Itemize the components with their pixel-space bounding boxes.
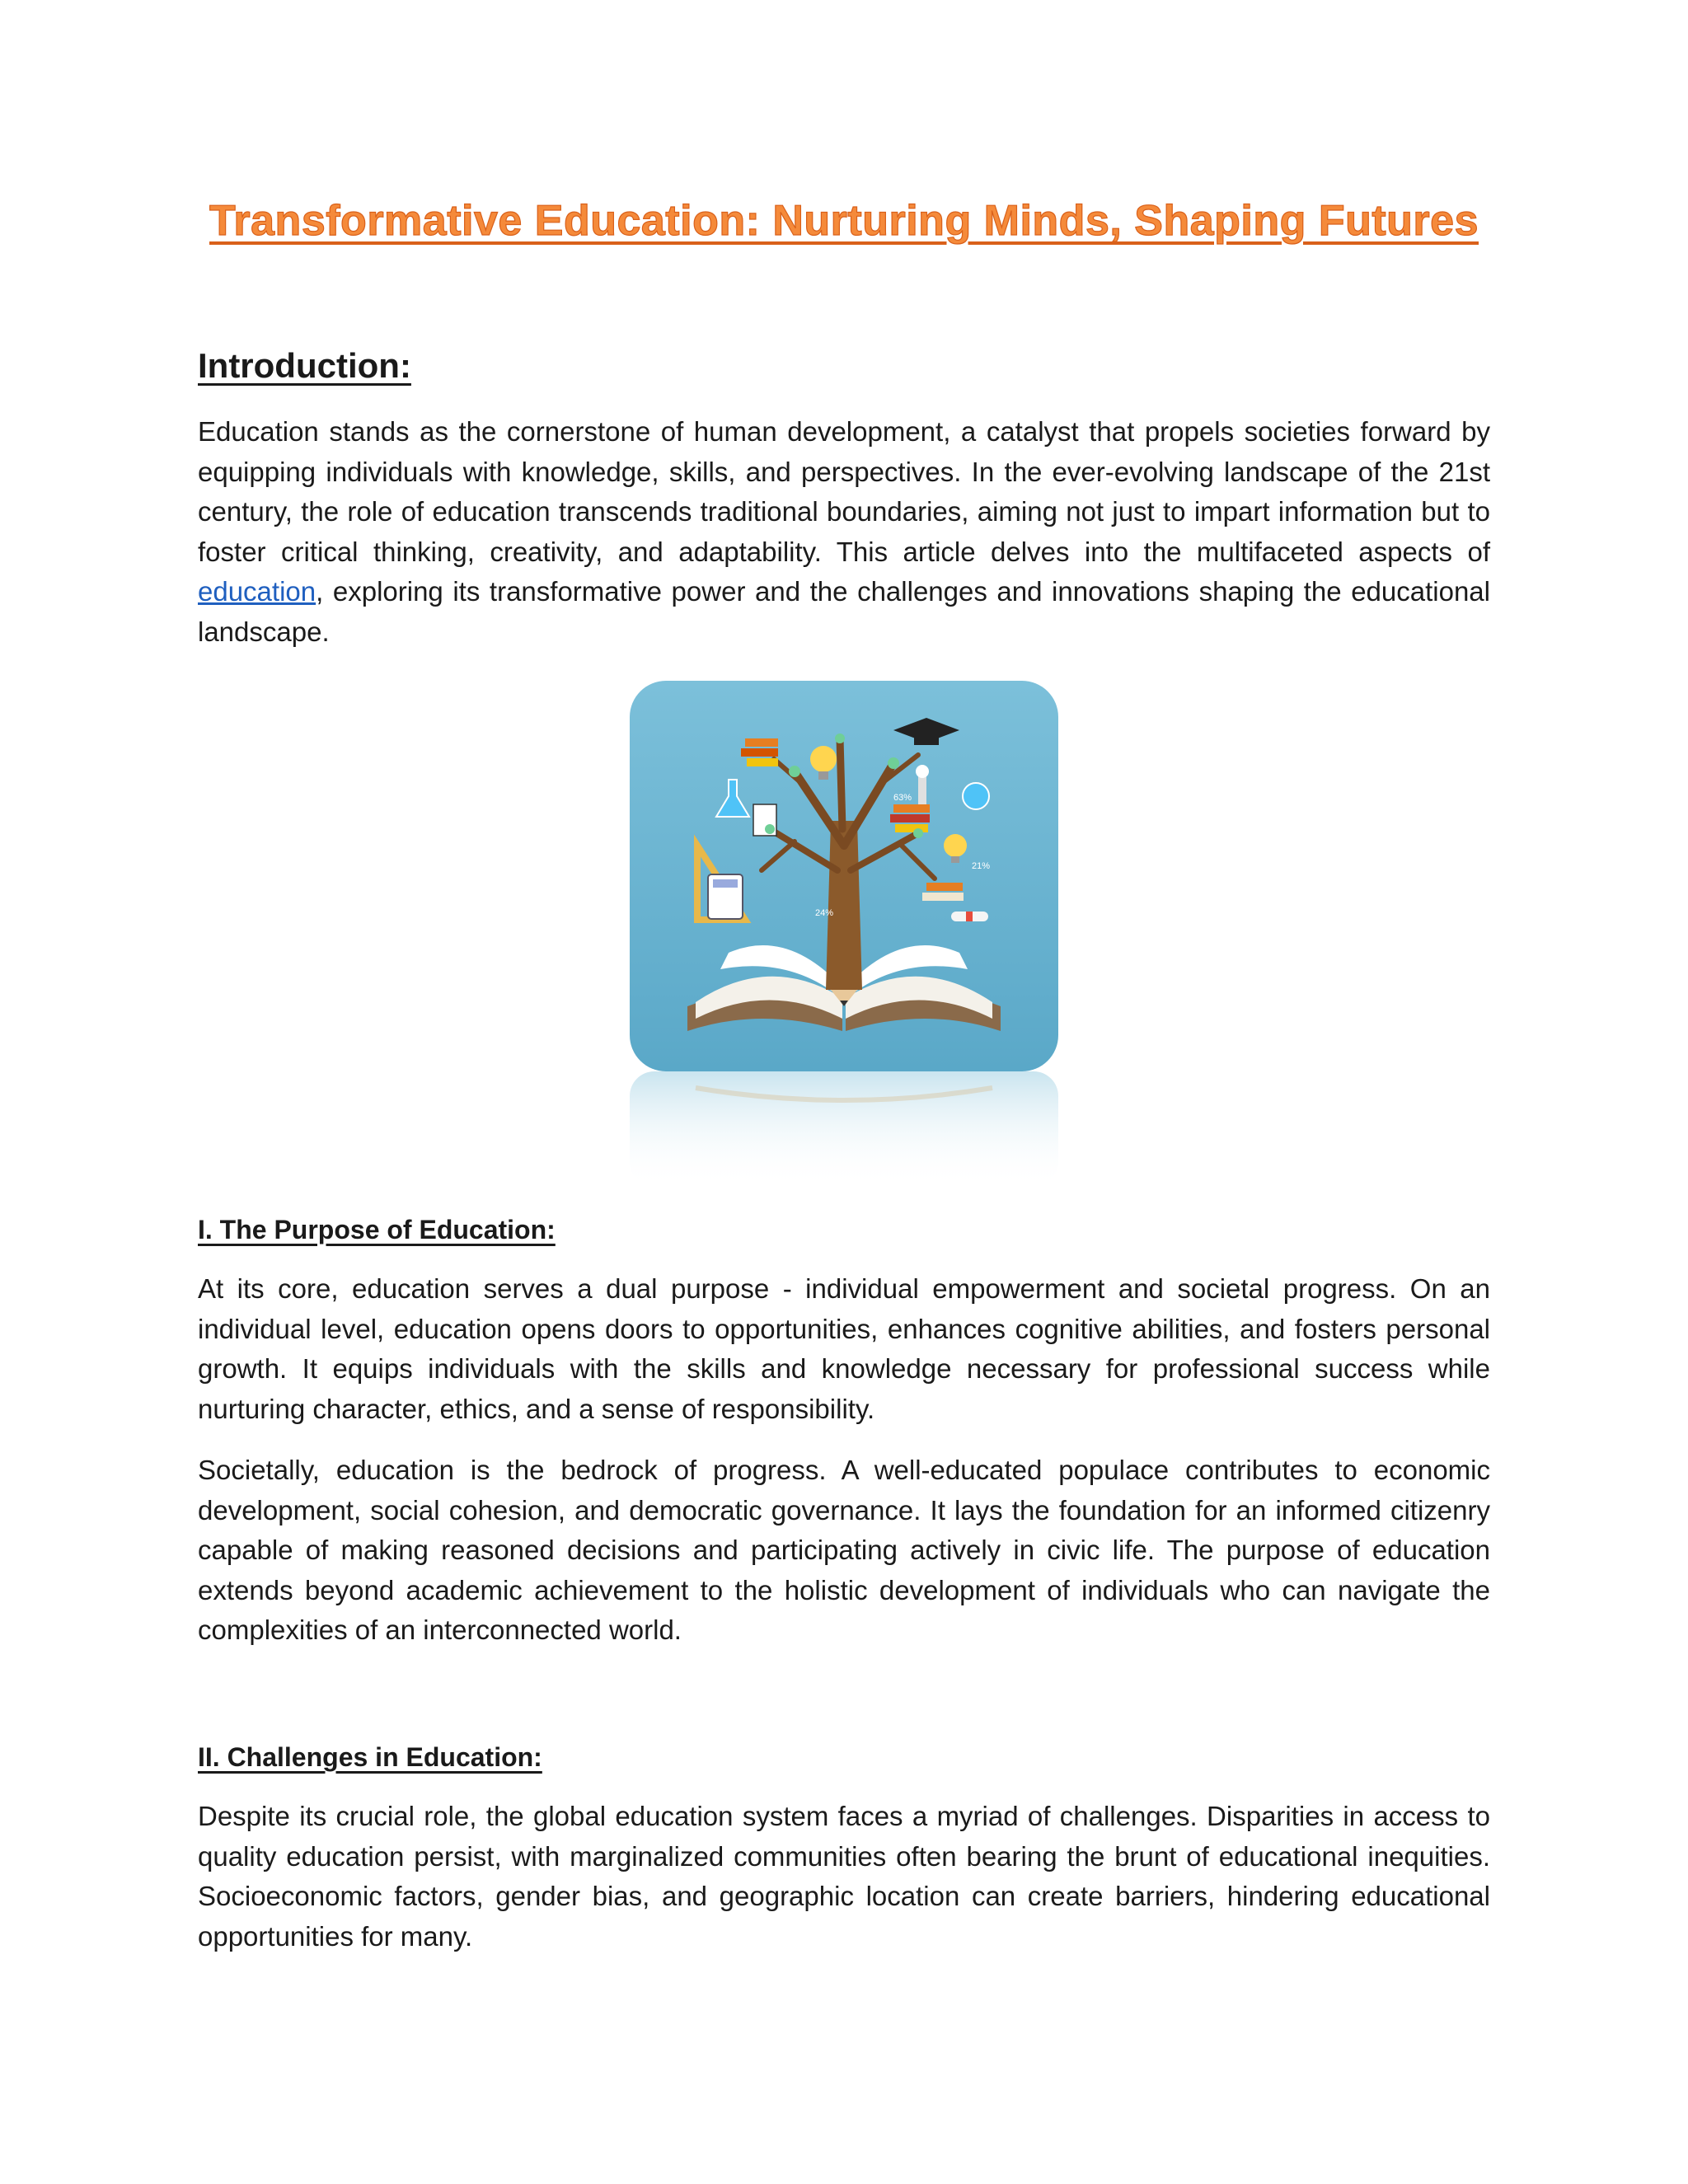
illustration-reflection: [630, 1071, 1058, 1187]
illustration-label-21: 21%: [972, 861, 991, 871]
purpose-paragraph-1: At its core, education serves a dual purpose - individual empowerment and societal progress. On an individual level, education opens doors to opportunities, enhances cognitive abilities, and fosters personal growth. It equips individuals with the skills and knowledge necessary for professional success while nurturing character, ethics, and a sense of responsibility.: [198, 1273, 1490, 1424]
section-purpose-heading: I. The Purpose of Education:: [198, 1215, 556, 1244]
challenges-paragraph-1: Despite its crucial role, the global education system faces a myriad of challenges. Disparities in access to quality education persist, with marginalized communities often bearing the brunt of educational inequities. Socioeconomic factors, gender bias, and geographic location can create barriers, hindering educational opportunities for many.: [198, 1801, 1490, 1952]
intro-text-before-link: Education stands as the cornerstone of human development, a catalyst that propels societies forward by equipping individuals with knowledge, skills, and perspectives. In the ever-evolving landscape of the 21st century, the role of education transcends traditional boundaries, aiming not just to impart information but to foster critical thinking, creativity, and adaptability. This article delves into the multifaceted aspects of: [198, 416, 1490, 567]
purpose-paragraph-2: Societally, education is the bedrock of progress. A well-educated populace contributes to economic development, social cohesion, and democratic governance. It lays the foundation for an informed citizenry capable of making reasoned decisions and participating actively in civic life. The purpose of education extends beyond academic achievement to the holistic development of individuals who can navigate the complexities of an interconnected world.: [198, 1455, 1490, 1645]
section-challenges-heading: II. Challenges in Education:: [198, 1742, 542, 1772]
diploma-icon: [951, 912, 988, 921]
intro-text-after-link: , exploring its transformative power and the challenges and innovations shaping the educational landscape.: [198, 576, 1490, 647]
document-title: Transformative Education: Nurturing Minds, Shaping Futures: [209, 197, 1479, 245]
globe-icon: [963, 783, 989, 809]
education-link[interactable]: education: [198, 576, 316, 607]
books-stack-icon-2: [890, 804, 930, 832]
illustration-label-63: 63%: [893, 793, 912, 803]
introduction-paragraph: [198, 412, 1490, 652]
calculator-icon: [708, 874, 743, 919]
introduction-heading: Introduction:: [198, 346, 411, 385]
education-tree-illustration: [630, 681, 1058, 1071]
illustration-label-24: 24%: [815, 908, 834, 918]
